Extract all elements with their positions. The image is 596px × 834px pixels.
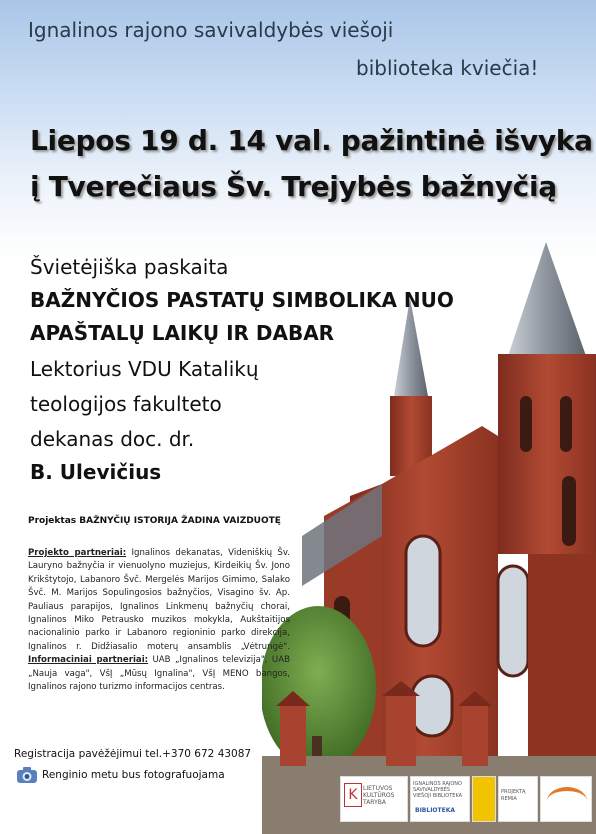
support-logo (498, 776, 538, 822)
library-logo-short: BIBLIOTEKA (415, 807, 456, 814)
lecturer-line-3: dekanas doc. dr. (30, 427, 195, 451)
invitation-line: biblioteka kviečia! (356, 56, 539, 80)
library-logo-text: IGNALINOS RAJONO SAVIVALDYBĖS VIEŠOJI BIBLIOTEKA (413, 781, 463, 799)
lecturer-line-2: teologijos fakulteto (30, 392, 222, 416)
project-title: Projektas BAŽNYČIŲ ISTORIJA ŽADINA VAIZDUOTĘ (28, 516, 281, 526)
info-partners-text: UAB „Ignalinos televizija", UAB „Nauja vaga", VšĮ „Mūsų Ignalina", VšĮ MENO bangos, Ignalinos rajono turizmo informacijos centras. (28, 655, 290, 693)
council-logo-text: LIETUVOS KULTŪROS TARYBA (363, 785, 395, 806)
lecture-type: Švietėjiška paskaita (30, 255, 229, 279)
info-partners-label: Informaciniai partneriai: (28, 655, 149, 666)
council-logo (340, 776, 408, 822)
support-logo-text: PROJEKTĄ REMIA (501, 789, 526, 802)
partner-logo (540, 776, 592, 822)
registration-line: Registracija pavėžėjimui tel.+370 672 43087 (14, 748, 252, 760)
lecture-topic-line-1: BAŽNYČIOS PASTATŲ SIMBOLIKA NUO (30, 288, 454, 312)
event-title-line-2: į Tverečiaus Šv. Trejybės bažnyčią (30, 170, 557, 203)
camera-icon (16, 766, 38, 784)
sponsor-logo (472, 776, 496, 822)
library-name-line: Ignalinos rajono savivaldybės viešoji (28, 18, 394, 42)
k-logo-icon: K (344, 783, 362, 807)
lecturer-line-1: Lektorius VDU Katalikų (30, 357, 259, 381)
partners-block (28, 547, 290, 694)
photo-notice: Renginio metu bus fotografuojama (42, 769, 225, 781)
arc-logo-icon (547, 787, 587, 815)
event-title-line-1: Liepos 19 d. 14 val. pažintinė išvyka (30, 124, 593, 157)
partners-text: Ignalinos dekanatas, Videniškių Šv. Lauryno bažnyčia ir vienuolyno muziejus, Kirdeikių Šv. Jono Krikštytojo, Labanoro Švč. Mergelės Marijos Gimimo, Salako Švč. M. Marijos Sopulingosios bažnyčios, Visagino šv. Ap. Pauliaus parapijos, Ignalinos Linkmenų bažnyčių chorai, Ignalinos Miko Petrausko muzikos mokykla, Aukštaitijos nacionalinio parko ir Labanoro regioninio parko direkcija, Ignalinos r. Didžiasalio moterų ansamblis „Vėtrungė". (28, 548, 291, 652)
lecturer-name: B. Ulevičius (30, 460, 162, 484)
library-logo (410, 776, 470, 822)
partners-label: Projekto partneriai: (28, 548, 127, 558)
lecture-topic-line-2: APAŠTALŲ LAIKŲ IR DABAR (30, 321, 335, 345)
